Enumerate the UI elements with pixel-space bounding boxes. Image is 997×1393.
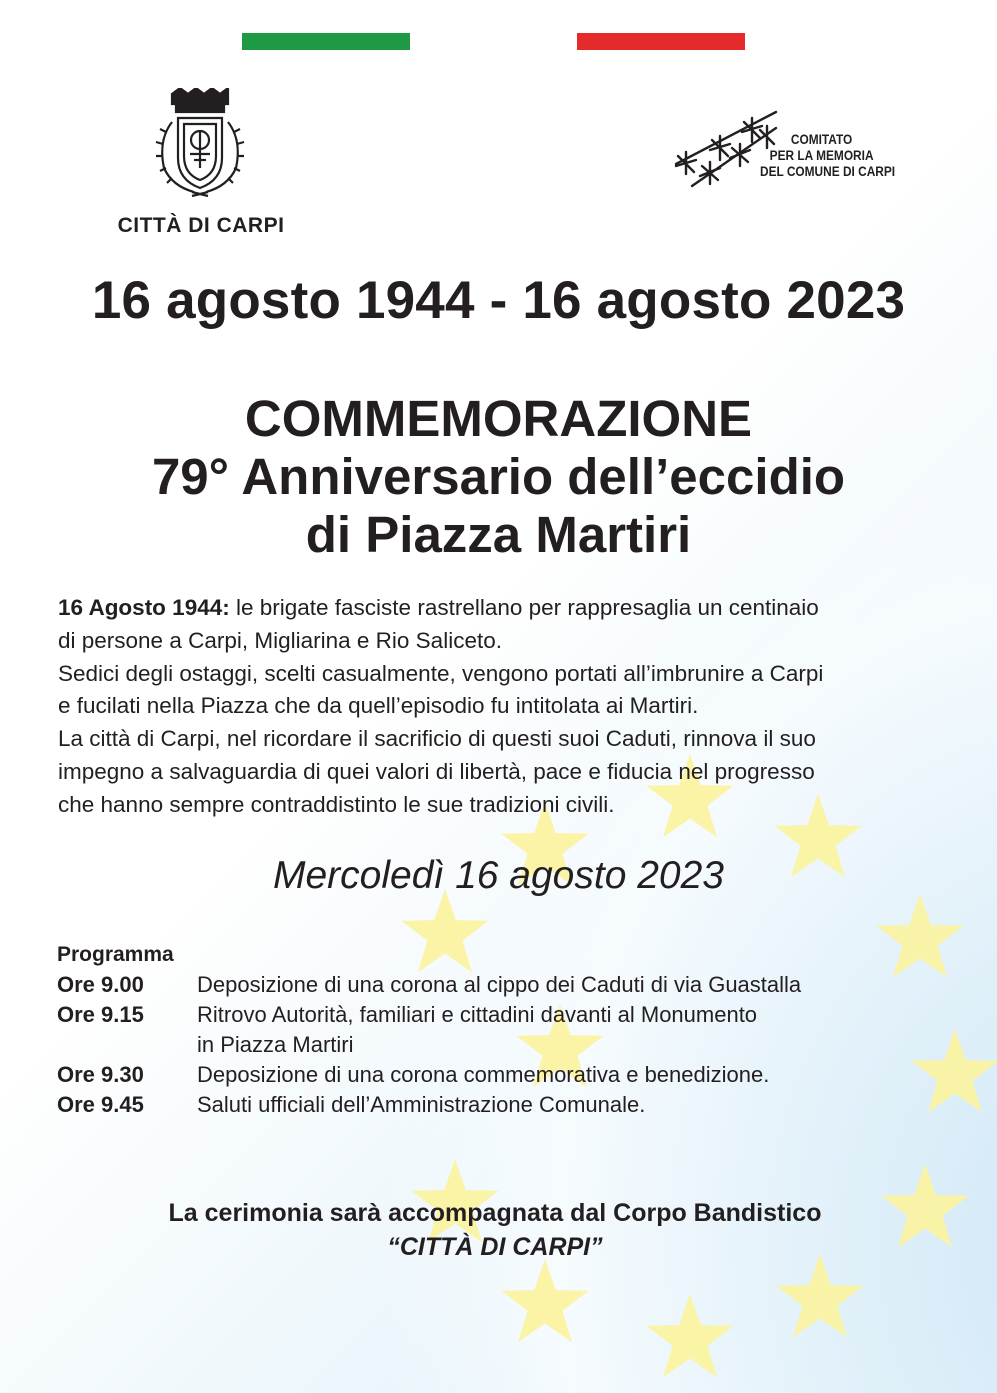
title-line-1: COMMEMORAZIONE [244,390,753,447]
program-heading: Programma [57,943,174,966]
program-item [57,1090,937,1120]
body-line [58,592,948,625]
program-time: Ore 9.45 [57,1092,144,1117]
program-section [57,940,937,1120]
closing-line-2: “CITTÀ DI CARPI” [387,1233,603,1261]
title-block [0,390,997,564]
program-time-empty [57,1030,197,1060]
committee-line: PER LA MEMORIA [769,148,874,163]
closing-line-1: La cerimonia sarà accompagnata dal Corpo Bandistico [168,1199,822,1227]
program-item [57,970,937,1000]
committee-line: DEL COMUNE DI CARPI [760,164,896,179]
body-line: impegno a salvaguardia di quei valori di libertà, pace e fiducia nel progresso [58,758,815,784]
star-icon [501,1259,588,1342]
body-line: che hanno sempre contraddistinto le sue tradizioni civili. [58,791,615,817]
body-line-1-rest: le brigate fasciste rastrellano per rappresaglia un centinaio [229,595,819,620]
program-description: Deposizione di una corona al cippo dei Caduti di via Guastalla [197,972,802,997]
body-line: Sedici degli ostaggi, scelti casualmente, vengono portati all’imbrunire a Carpi [58,660,824,686]
program-time: Ore 9.00 [57,972,144,997]
program-item [57,1000,937,1030]
city-name-label: CITTÀ DI CARPI [117,214,285,237]
closing-note [0,1196,990,1264]
program-item [57,1060,937,1090]
title-line-2: 79° Anniversario dell’eccidio [151,448,846,505]
event-day-heading: Mercoledì 16 agosto 2023 [273,854,724,897]
date-range-heading: 16 agosto 1944 - 16 agosto 2023 [91,271,906,330]
program-item-continuation [57,1030,937,1060]
program-description: Deposizione di una corona commemorativa e benedizione. [197,1062,770,1087]
committee-line: COMITATO [790,132,853,147]
star-icon [776,1254,863,1337]
program-description: in Piazza Martiri [197,1032,354,1057]
program-description: Saluti ufficiali dell’Amministrazione Comunale. [197,1092,646,1117]
description-paragraph [58,592,948,822]
program-time: Ore 9.15 [57,1002,144,1027]
flag-red-stripe [577,33,745,50]
committee-logo-text [760,132,896,180]
program-description: Ritrovo Autorità, familiari e cittadini davanti al Monumento [197,1002,758,1027]
flag-green-stripe [242,33,410,50]
star-icon [646,1294,733,1377]
program-time: Ore 9.30 [57,1062,144,1087]
body-line: La città di Carpi, nel ricordare il sacrificio di questi suoi Caduti, rinnova il suo [58,726,816,752]
body-lead: 16 Agosto 1944: [58,595,230,620]
city-crest-icon [150,88,250,200]
title-line-3: di Piazza Martiri [305,506,692,563]
body-line: di persone a Carpi, Migliarina e Rio Saliceto. [58,627,502,653]
body-line: e fucilati nella Piazza che da quell’episodio fu intitolata ai Martiri. [58,693,699,719]
